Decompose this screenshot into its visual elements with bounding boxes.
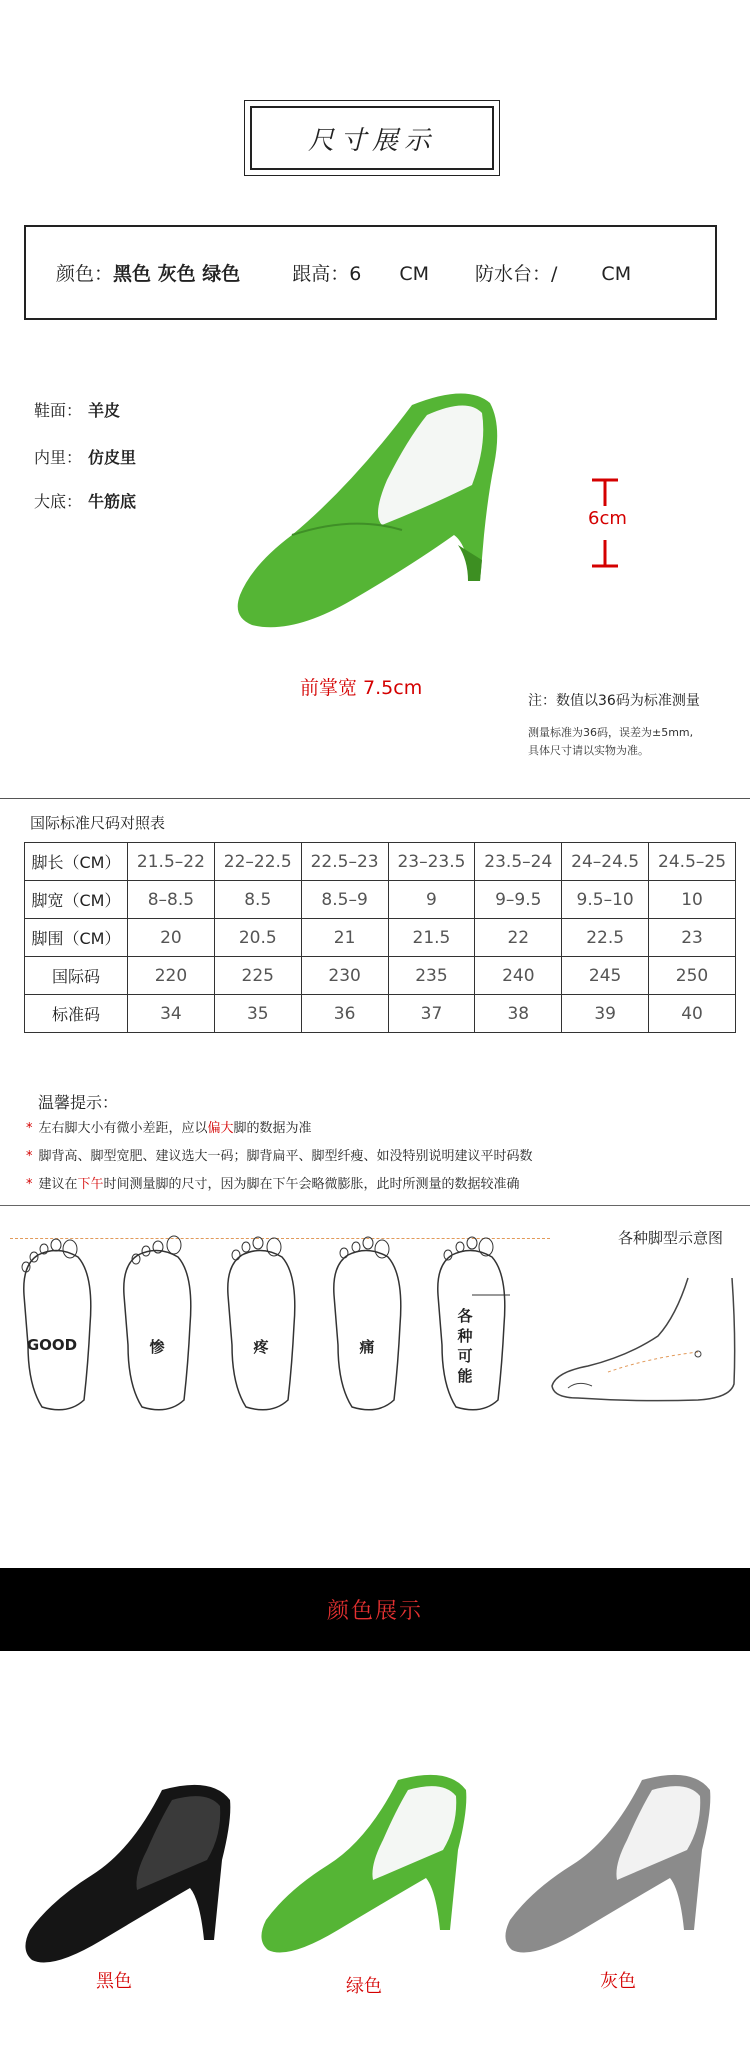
tip-3: * 建议在下午时间测量脚的尺寸，因为脚在下午会略微膨胀，此时所测量的数据较准确 xyxy=(26,1177,520,1192)
size-table-cell: 8.5–9 xyxy=(301,881,388,919)
info-line xyxy=(56,259,631,286)
size-table-cell: 24.5–25 xyxy=(649,843,736,881)
size-table-cell: 22.5–23 xyxy=(301,843,388,881)
size-table-cell: 9–9.5 xyxy=(475,881,562,919)
foot-label-pain: 痛 xyxy=(359,1338,375,1356)
tip-1: * 左右脚大小有微小差距，应以偏大脚的数据为准 xyxy=(26,1121,312,1136)
spec-upper: 鞋面： 羊皮 xyxy=(34,401,121,420)
foot-side-diagram xyxy=(548,1276,738,1416)
color-name-gray: 灰色 xyxy=(600,1971,636,1992)
foot-label-painful: 疼 xyxy=(253,1338,269,1356)
size-table-cell: 21 xyxy=(301,919,388,957)
size-table-cell: 23.5–24 xyxy=(475,843,562,881)
size-table-cell: 9.5–10 xyxy=(562,881,649,919)
size-table-cell: 250 xyxy=(649,957,736,995)
size-table-row xyxy=(25,881,736,919)
foot-label-good: GOOD xyxy=(26,1336,78,1354)
foot-label-bad: 惨 xyxy=(149,1338,165,1356)
spec-sole: 大底： 牛筋底 xyxy=(34,492,137,511)
colors-title: 颜色展示 xyxy=(326,1599,423,1624)
foot-outline-hammer-toe xyxy=(222,1235,300,1415)
size-table-row xyxy=(25,995,736,1033)
size-table-cell: 10 xyxy=(649,881,736,919)
size-table-cell: 8–8.5 xyxy=(128,881,215,919)
shoe-image-gray xyxy=(502,1770,732,1970)
info-box xyxy=(24,225,717,320)
measure-note: 注：数值以36码为标准测量 xyxy=(528,693,700,709)
spec-lining: 内里： 仿皮里 xyxy=(34,448,137,467)
size-table-row-header: 标准码 xyxy=(25,995,128,1033)
size-table-cell: 20.5 xyxy=(214,919,301,957)
size-table-cell: 38 xyxy=(475,995,562,1033)
size-table-cell: 220 xyxy=(128,957,215,995)
size-table-cell: 9 xyxy=(388,881,475,919)
size-table-row xyxy=(25,957,736,995)
size-table-cell: 230 xyxy=(301,957,388,995)
shoe-image-main xyxy=(232,385,532,635)
platform-unit: CM xyxy=(601,263,632,285)
size-table-cell: 37 xyxy=(388,995,475,1033)
size-table-cell: 225 xyxy=(214,957,301,995)
size-table-cell: 20 xyxy=(128,919,215,957)
size-table-cell: 36 xyxy=(301,995,388,1033)
size-table-row-header: 脚围（CM） xyxy=(25,919,128,957)
size-table-cell: 35 xyxy=(214,995,301,1033)
color-name-green: 绿色 xyxy=(346,1976,382,1997)
size-table-cell: 22 xyxy=(475,919,562,957)
size-table-cell: 34 xyxy=(128,995,215,1033)
foot-outline-bunion xyxy=(118,1235,196,1415)
size-table-cell: 21.5 xyxy=(388,919,475,957)
size-table-cell: 22–22.5 xyxy=(214,843,301,881)
platform-label: 防水台：/ xyxy=(475,263,558,285)
size-table-cell: 23–23.5 xyxy=(388,843,475,881)
colors-banner xyxy=(0,1568,750,1651)
size-table-cell: 22.5 xyxy=(562,919,649,957)
color-label: 颜色： xyxy=(56,263,114,285)
size-table-cell: 23 xyxy=(649,919,736,957)
tips-title: 温馨提示： xyxy=(38,1093,119,1112)
size-table-cell: 40 xyxy=(649,995,736,1033)
size-table-row-header: 脚长（CM） xyxy=(25,843,128,881)
foot-label-various: 各种可能 xyxy=(457,1307,473,1385)
foot-outline-overlap xyxy=(328,1235,406,1415)
palm-width-label: 前掌宽 7.5cm xyxy=(300,677,423,699)
measure-note-detail: 测量标准为36码，误差为±5mm, 具体尺寸请以实物为准。 xyxy=(528,726,694,757)
size-table-cell: 240 xyxy=(475,957,562,995)
size-table-cell: 245 xyxy=(562,957,649,995)
size-table-cell: 235 xyxy=(388,957,475,995)
section-title-box xyxy=(250,106,494,170)
divider xyxy=(0,798,750,799)
heel-unit: CM xyxy=(399,263,430,285)
section-title: 尺寸展示 xyxy=(307,125,436,156)
shoe-image-black xyxy=(22,1780,252,1980)
color-name-black: 黑色 xyxy=(96,1971,132,1992)
shoe-image-green xyxy=(258,1770,488,1970)
size-table-cell: 8.5 xyxy=(214,881,301,919)
foot-types-title: 各种脚型示意图 xyxy=(618,1229,724,1247)
divider xyxy=(0,1205,750,1206)
size-table-cell: 24–24.5 xyxy=(562,843,649,881)
heel-label: 跟高：6 xyxy=(292,263,362,285)
heel-height-label: 6cm xyxy=(588,508,627,529)
size-table-cell: 39 xyxy=(562,995,649,1033)
size-table-row-header: 脚宽（CM） xyxy=(25,881,128,919)
color-value: 黑色 灰色 绿色 xyxy=(113,263,241,285)
foot-outline-good xyxy=(18,1235,96,1415)
tip-2: * 脚背高、脚型宽肥、建议选大一码；脚背扁平、脚型纤瘦、如没特别说明建议平时码数 xyxy=(26,1149,533,1164)
size-table-row-header: 国际码 xyxy=(25,957,128,995)
size-table xyxy=(24,842,736,1033)
size-table-row xyxy=(25,843,736,881)
size-table-title: 国际标准尺码对照表 xyxy=(30,814,166,832)
size-table-row xyxy=(25,919,736,957)
size-table-cell: 21.5–22 xyxy=(128,843,215,881)
